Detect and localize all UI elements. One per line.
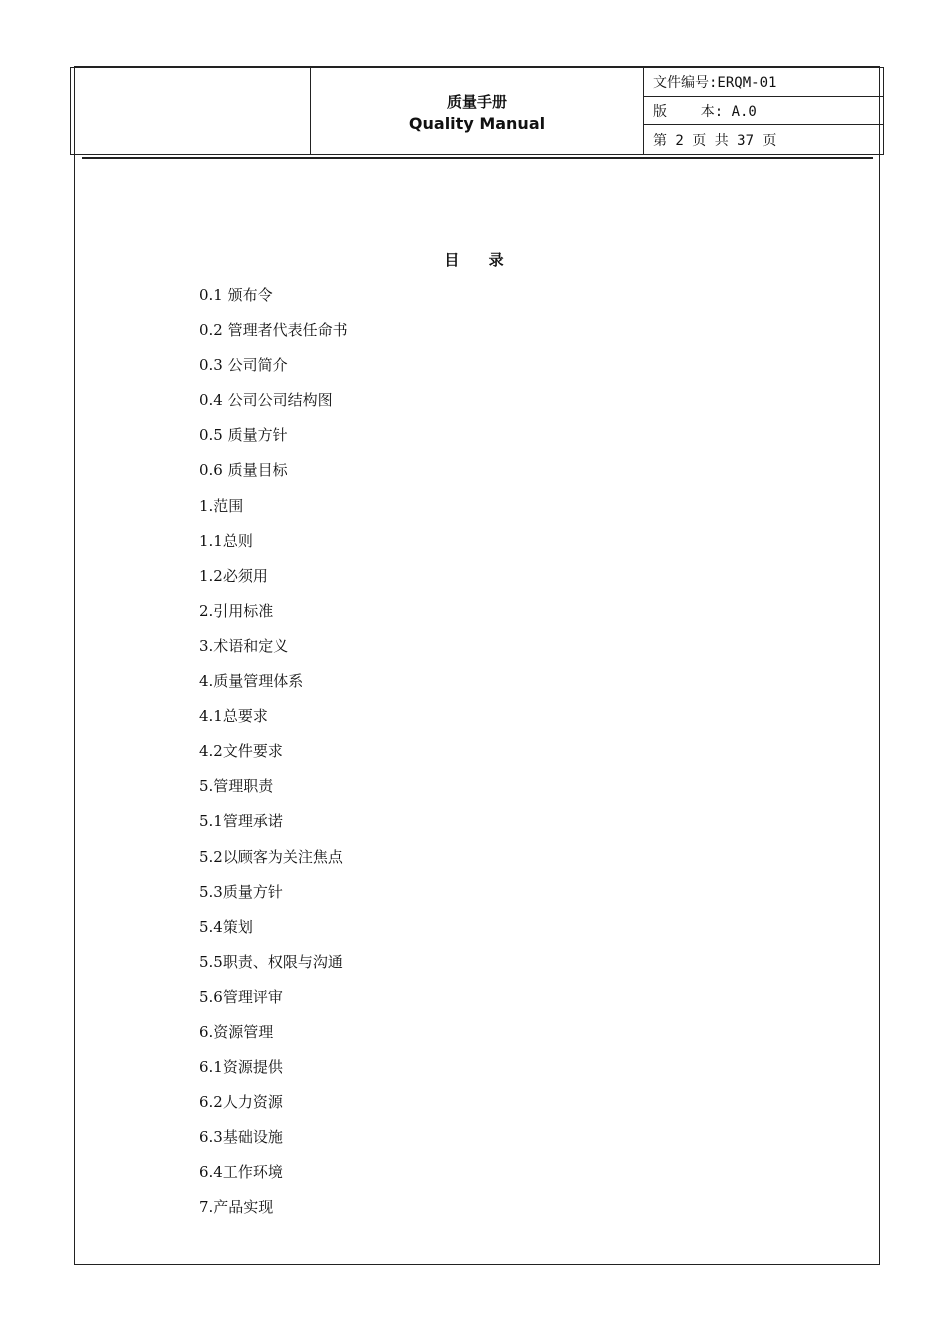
toc-item[interactable]: 4.1总要求 [199,707,268,726]
toc-item[interactable]: 0.5 质量方针 [199,426,288,445]
toc-item[interactable]: 5.4策划 [199,917,253,936]
title-chinese: 质量手册 [446,93,507,111]
toc-item[interactable]: 3.术语和定义 [199,636,289,655]
toc-item[interactable]: 5.3质量方针 [199,882,283,901]
toc-list [199,284,348,1232]
toc-item[interactable]: 7.产品实现 [199,1198,274,1217]
toc-item[interactable]: 4.质量管理体系 [199,672,304,691]
title-english: Quality Manual [408,114,546,133]
toc-item[interactable]: 6.1资源提供 [199,1058,283,1077]
toc-item[interactable]: 0.6 质量目标 [199,461,288,480]
document-header [70,67,884,155]
toc-item[interactable]: 5.6管理评审 [199,987,283,1006]
toc-item[interactable]: 5.1管理承诺 [199,812,283,831]
toc-item[interactable]: 6.3基础设施 [199,1128,283,1147]
header-divider [82,157,873,159]
page-info: 第 2 页 共 37 页 [653,132,777,149]
toc-item[interactable]: 4.2文件要求 [199,742,283,761]
info-cell [644,68,883,154]
toc-title: 目 录 [444,251,516,269]
toc-item[interactable]: 0.4 公司公司结构图 [199,391,333,410]
toc-item[interactable]: 2.引用标准 [199,601,274,620]
toc-item[interactable]: 6.4工作环境 [199,1163,283,1182]
toc-item[interactable]: 0.3 公司简介 [199,356,288,375]
toc-item[interactable]: 6.2人力资源 [199,1093,283,1112]
toc-item[interactable]: 5.5职责、权限与沟通 [199,952,343,971]
title-cell [311,68,644,154]
toc-item[interactable]: 1.1总则 [199,531,253,550]
toc-item[interactable]: 5.管理职责 [199,777,274,796]
toc-item[interactable]: 1.范围 [199,496,244,515]
toc-item[interactable]: 1.2必须用 [199,566,268,585]
logo-cell [71,68,311,154]
toc-item[interactable]: 0.2 管理者代表任命书 [199,321,348,340]
version: 版 本: A.0 [644,97,883,126]
doc-number: 文件编号:ERQM-01 [644,68,883,97]
toc-item[interactable]: 6.资源管理 [199,1022,274,1041]
page-frame [74,66,880,1265]
toc-item[interactable]: 0.1 颁布令 [199,286,273,304]
toc-item[interactable]: 5.2以顾客为关注焦点 [199,847,343,866]
